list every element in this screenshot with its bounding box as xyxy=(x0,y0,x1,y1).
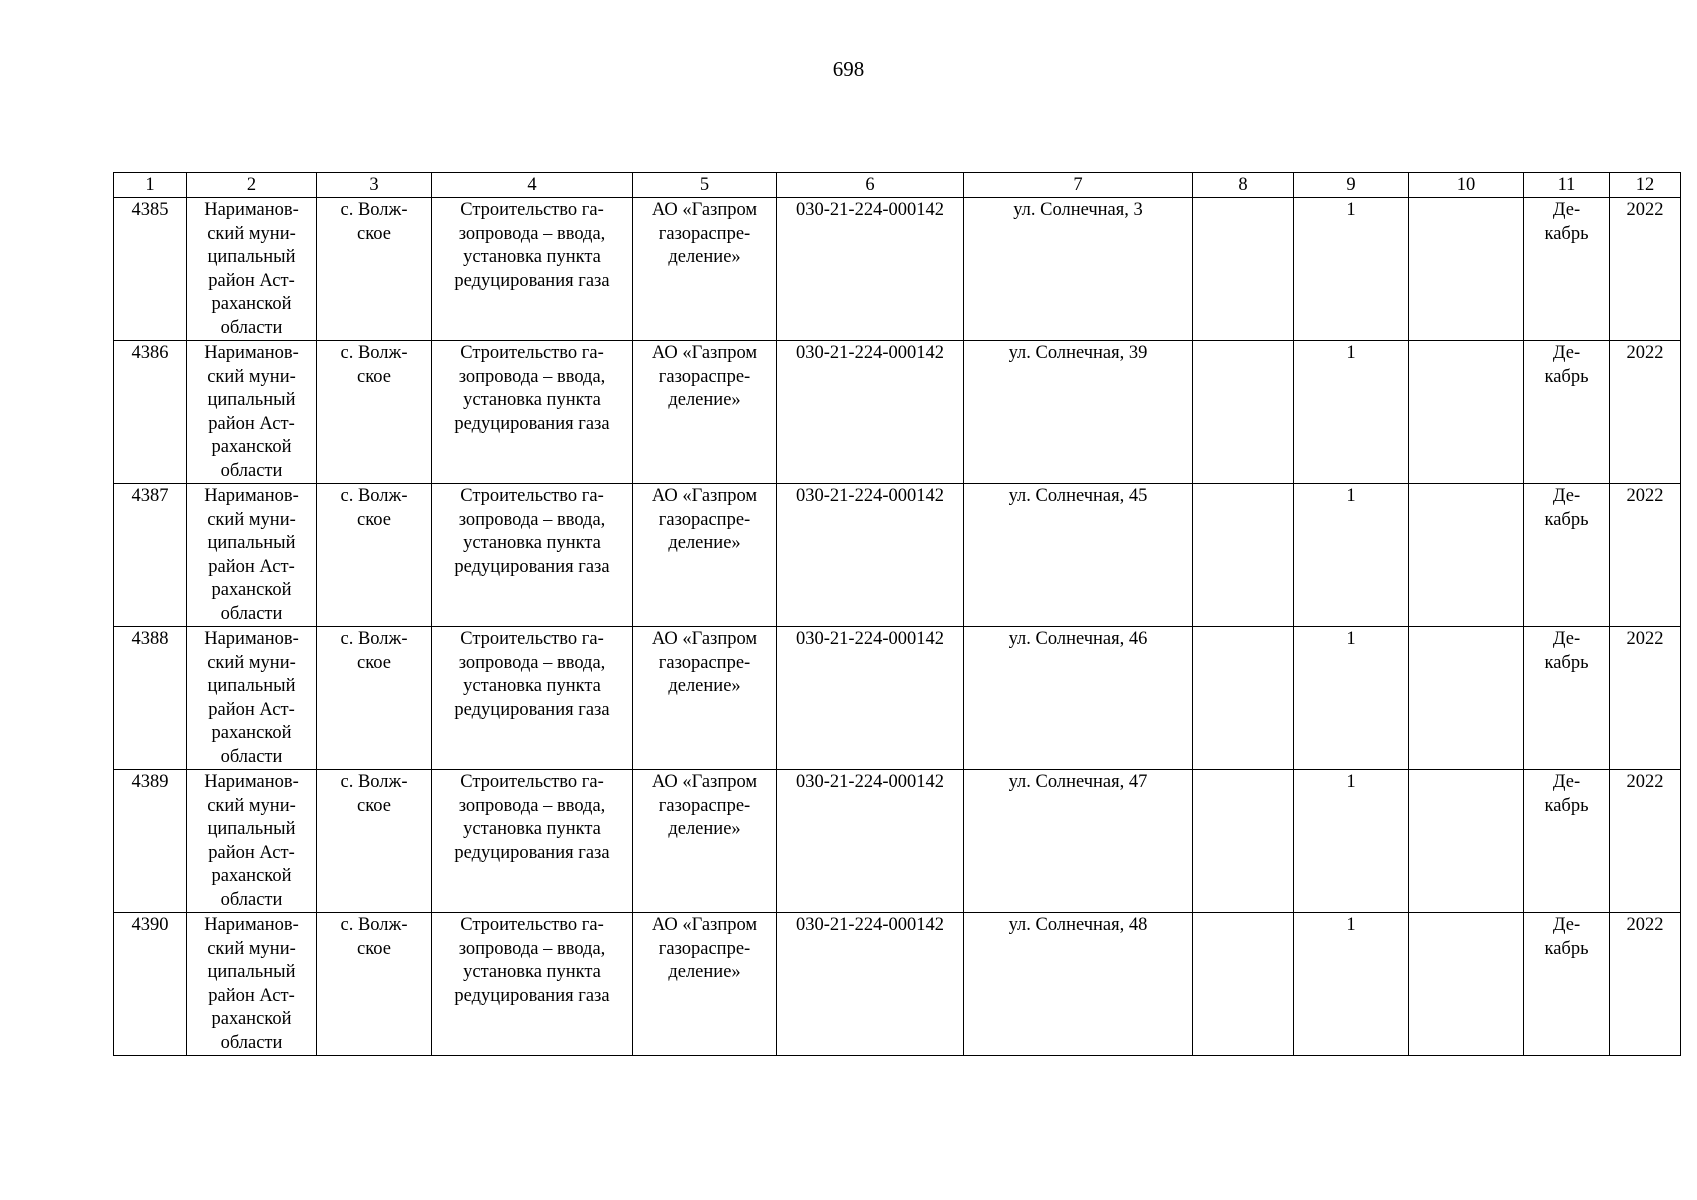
address-cell: ул. Солнечная, 47 xyxy=(964,770,1193,913)
column-9-cell: 1 xyxy=(1294,341,1409,484)
year-cell: 2022 xyxy=(1610,484,1681,627)
column-header-4: 4 xyxy=(432,173,633,198)
column-header-10: 10 xyxy=(1409,173,1524,198)
column-8-cell xyxy=(1193,341,1294,484)
column-header-7: 7 xyxy=(964,173,1193,198)
column-header-3: 3 xyxy=(317,173,432,198)
column-9-cell: 1 xyxy=(1294,484,1409,627)
organization-cell: АО «Газпром газораспре- деление» xyxy=(633,198,777,341)
work-description-cell: Строительство га- зопровода – ввода, установка пункта редуцирования газа xyxy=(432,627,633,770)
table-row xyxy=(114,198,1681,341)
table-body xyxy=(114,198,1681,1056)
header-row xyxy=(114,173,1681,198)
column-header-11: 11 xyxy=(1524,173,1610,198)
column-9-cell: 1 xyxy=(1294,198,1409,341)
column-9-cell: 1 xyxy=(1294,913,1409,1056)
column-header-6: 6 xyxy=(777,173,964,198)
month-cell: Де- кабрь xyxy=(1524,484,1610,627)
year-cell: 2022 xyxy=(1610,341,1681,484)
settlement-cell: с. Волж- ское xyxy=(317,341,432,484)
year-cell: 2022 xyxy=(1610,770,1681,913)
work-description-cell: Строительство га- зопровода – ввода, установка пункта редуцирования газа xyxy=(432,913,633,1056)
district-cell: Нариманов- ский муни- ципальный район Аст- раханской области xyxy=(187,770,317,913)
address-cell: ул. Солнечная, 45 xyxy=(964,484,1193,627)
code-cell: 030-21-224-000142 xyxy=(777,198,964,341)
column-header-8: 8 xyxy=(1193,173,1294,198)
year-cell: 2022 xyxy=(1610,627,1681,770)
row-number: 4389 xyxy=(114,770,187,913)
organization-cell: АО «Газпром газораспре- деление» xyxy=(633,627,777,770)
column-8-cell xyxy=(1193,198,1294,341)
address-cell: ул. Солнечная, 3 xyxy=(964,198,1193,341)
month-cell: Де- кабрь xyxy=(1524,341,1610,484)
column-10-cell xyxy=(1409,913,1524,1056)
work-description-cell: Строительство га- зопровода – ввода, установка пункта редуцирования газа xyxy=(432,341,633,484)
address-cell: ул. Солнечная, 39 xyxy=(964,341,1193,484)
page-number: 698 xyxy=(832,57,865,81)
column-8-cell xyxy=(1193,770,1294,913)
register-table xyxy=(113,172,1681,1056)
code-cell: 030-21-224-000142 xyxy=(777,484,964,627)
table-header xyxy=(114,173,1681,198)
organization-cell: АО «Газпром газораспре- деление» xyxy=(633,484,777,627)
year-cell: 2022 xyxy=(1610,913,1681,1056)
code-cell: 030-21-224-000142 xyxy=(777,913,964,1056)
row-number: 4388 xyxy=(114,627,187,770)
column-10-cell xyxy=(1409,770,1524,913)
code-cell: 030-21-224-000142 xyxy=(777,627,964,770)
column-10-cell xyxy=(1409,627,1524,770)
column-10-cell xyxy=(1409,341,1524,484)
table-row xyxy=(114,341,1681,484)
row-number: 4386 xyxy=(114,341,187,484)
work-description-cell: Строительство га- зопровода – ввода, установка пункта редуцирования газа xyxy=(432,484,633,627)
row-number: 4385 xyxy=(114,198,187,341)
settlement-cell: с. Волж- ское xyxy=(317,770,432,913)
district-cell: Нариманов- ский муни- ципальный район Аст- раханской области xyxy=(187,341,317,484)
column-8-cell xyxy=(1193,484,1294,627)
column-10-cell xyxy=(1409,198,1524,341)
code-cell: 030-21-224-000142 xyxy=(777,341,964,484)
district-cell: Нариманов- ский муни- ципальный район Аст- раханской области xyxy=(187,198,317,341)
column-9-cell: 1 xyxy=(1294,770,1409,913)
district-cell: Нариманов- ский муни- ципальный район Аст- раханской области xyxy=(187,484,317,627)
column-10-cell xyxy=(1409,484,1524,627)
district-cell: Нариманов- ский муни- ципальный район Аст- раханской области xyxy=(187,627,317,770)
month-cell: Де- кабрь xyxy=(1524,913,1610,1056)
settlement-cell: с. Волж- ское xyxy=(317,198,432,341)
settlement-cell: с. Волж- ское xyxy=(317,484,432,627)
code-cell: 030-21-224-000142 xyxy=(777,770,964,913)
row-number: 4387 xyxy=(114,484,187,627)
table-row xyxy=(114,770,1681,913)
year-cell: 2022 xyxy=(1610,198,1681,341)
address-cell: ул. Солнечная, 46 xyxy=(964,627,1193,770)
column-header-1: 1 xyxy=(114,173,187,198)
settlement-cell: с. Волж- ское xyxy=(317,913,432,1056)
district-cell: Нариманов- ский муни- ципальный район Аст- раханской области xyxy=(187,913,317,1056)
column-8-cell xyxy=(1193,627,1294,770)
table-row xyxy=(114,484,1681,627)
organization-cell: АО «Газпром газораспре- деление» xyxy=(633,770,777,913)
address-cell: ул. Солнечная, 48 xyxy=(964,913,1193,1056)
organization-cell: АО «Газпром газораспре- деление» xyxy=(633,913,777,1056)
row-number: 4390 xyxy=(114,913,187,1056)
column-header-2: 2 xyxy=(187,173,317,198)
table-row xyxy=(114,913,1681,1056)
month-cell: Де- кабрь xyxy=(1524,770,1610,913)
organization-cell: АО «Газпром газораспре- деление» xyxy=(633,341,777,484)
settlement-cell: с. Волж- ское xyxy=(317,627,432,770)
work-description-cell: Строительство га- зопровода – ввода, установка пункта редуцирования газа xyxy=(432,770,633,913)
column-header-9: 9 xyxy=(1294,173,1409,198)
column-8-cell xyxy=(1193,913,1294,1056)
column-header-5: 5 xyxy=(633,173,777,198)
table-row xyxy=(114,627,1681,770)
work-description-cell: Строительство га- зопровода – ввода, установка пункта редуцирования газа xyxy=(432,198,633,341)
column-header-12: 12 xyxy=(1610,173,1681,198)
month-cell: Де- кабрь xyxy=(1524,198,1610,341)
column-9-cell: 1 xyxy=(1294,627,1409,770)
month-cell: Де- кабрь xyxy=(1524,627,1610,770)
